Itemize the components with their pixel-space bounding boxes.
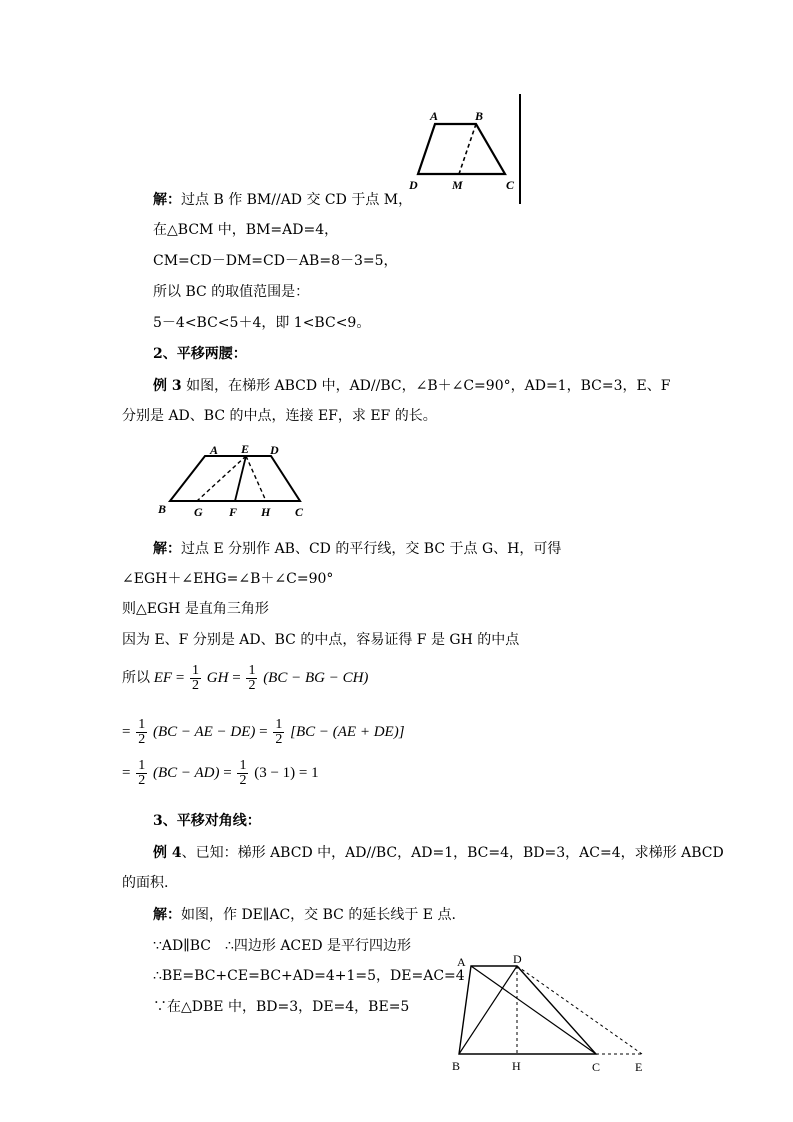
- solution-2-line-2: ∠EGH＋∠EHG=∠B＋∠C=90°: [122, 571, 334, 587]
- label-b: B: [452, 1059, 461, 1073]
- denominator: 2: [239, 773, 247, 788]
- solution-4-line-3: ∴BE=BC+CE=BC+AD=4+1=5，DE=AC=4: [153, 968, 465, 984]
- example-4-line-1: [153, 844, 724, 862]
- numerator: 1: [275, 717, 283, 732]
- solution-4-line-2: ∵AD∥BC ∴四边形 ACED 是平行四边形: [153, 938, 412, 954]
- example-text: 、已知：梯形 ABCD 中，AD//BC，AD=1，BC=4，BD=3，AC=4，求梯形 ABCD: [181, 845, 724, 861]
- solution-4-line-4: ∵在△DBE 中，BD=3，DE=4，BE=5: [153, 999, 410, 1015]
- example-text: 如图，在梯形 ABCD 中，AD//BC，∠B＋∠C=90°，AD=1，BC=3，E、F: [186, 378, 671, 394]
- equation-term: [BC − (AE + DE)]: [290, 723, 405, 740]
- solution-label: 解：: [153, 907, 181, 923]
- equals-sign: =: [175, 669, 185, 686]
- fraction-one-half: [273, 718, 284, 747]
- label-d: D: [513, 952, 522, 966]
- fraction-one-half: [246, 664, 257, 693]
- segment-bm: [459, 124, 476, 174]
- segment-de: [517, 966, 642, 1054]
- solution-text: 如图，作 DE∥AC，交 BC 的延长线于 E 点.: [181, 907, 456, 923]
- diagonal-ac: [471, 966, 596, 1054]
- solution-2-line-3: 则△EGH 是直角三角形: [122, 601, 269, 617]
- label-c: C: [295, 505, 304, 519]
- label-a: A: [430, 109, 439, 123]
- equation-prefix: 所以: [122, 669, 150, 686]
- solution-4-line-1: [153, 906, 456, 924]
- trapezoid-abcd: [459, 966, 596, 1054]
- solution-label: 解：: [153, 192, 181, 208]
- label-e: E: [241, 442, 250, 456]
- trapezoid-abcd: [170, 456, 300, 501]
- section-3-heading: 3、平移对角线：: [153, 813, 261, 829]
- equation-line-2: [122, 718, 405, 747]
- equals-sign: =: [259, 723, 268, 740]
- section-2-heading: 2、平移两腰：: [153, 346, 247, 362]
- equation-term: GH: [206, 669, 229, 686]
- equation-term: (BC − AE − DE): [152, 723, 256, 740]
- figure-trapezoid-bm: [400, 92, 530, 207]
- equation-line-3: [122, 759, 319, 788]
- example-3-line-1: [153, 377, 670, 395]
- label-g: G: [194, 505, 203, 519]
- diagonal-bd: [459, 966, 517, 1054]
- denominator: 2: [248, 678, 256, 693]
- solution-text: 过点 E 分别作 AB、CD 的平行线，交 BC 于点 G、H，可得: [181, 541, 562, 557]
- solution-1-line-1: [153, 191, 412, 209]
- solution-label: 解：: [153, 541, 181, 557]
- equation-term: (BC − AD): [152, 764, 220, 781]
- label-m: M: [452, 178, 463, 192]
- equation-result: 1: [311, 764, 319, 781]
- label-d: D: [409, 178, 418, 192]
- example-4-line-2: 的面积.: [122, 875, 169, 891]
- numerator: 1: [138, 758, 146, 773]
- equation-term: (BC − BG − CH): [263, 669, 369, 686]
- equals-sign: =: [122, 764, 131, 781]
- label-b: B: [475, 109, 484, 123]
- fraction-one-half: [190, 664, 201, 693]
- equals-sign: =: [232, 669, 241, 686]
- equation-term: EF: [153, 669, 173, 686]
- label-c: C: [506, 178, 515, 192]
- equals-sign: =: [223, 764, 232, 781]
- label-d: D: [270, 443, 279, 457]
- solution-2-line-1: [153, 540, 561, 558]
- numerator: 1: [138, 717, 146, 732]
- segment-ef: [235, 456, 246, 501]
- fraction-one-half: [136, 718, 147, 747]
- fraction-one-half: [237, 759, 248, 788]
- segment-eg: [197, 456, 246, 501]
- label-f: F: [229, 505, 238, 519]
- label-e: E: [635, 1060, 643, 1074]
- solution-1-line-4: 所以 BC 的取值范围是：: [153, 284, 310, 300]
- denominator: 2: [192, 678, 200, 693]
- denominator: 2: [275, 732, 283, 747]
- example-label: 例 3: [153, 378, 182, 394]
- numerator: 1: [192, 663, 200, 678]
- solution-text: 过点 B 作 BM//AD 交 CD 于点 M，: [181, 192, 413, 208]
- label-h: H: [512, 1059, 521, 1073]
- equation-term: (3 − 1): [254, 764, 296, 781]
- label-b: B: [158, 502, 167, 516]
- solution-2-line-4: 因为 E、F 分别是 AD、BC 的中点，容易证得 F 是 GH 的中点: [122, 632, 520, 648]
- example-3-line-2: 分别是 AD、BC 的中点，连接 EF，求 EF 的长。: [122, 408, 437, 424]
- equals-sign: =: [298, 764, 308, 781]
- label-c: C: [592, 1060, 601, 1074]
- fraction-one-half: [136, 759, 147, 788]
- solution-1-line-3: CM=CD－DM=CD－AB=8－3=5，: [153, 253, 398, 269]
- solution-1-line-5: 5－4<BC<5＋4，即 1<BC<9。: [153, 315, 371, 331]
- figure-trapezoid-efgh: [150, 440, 315, 520]
- equals-sign: =: [122, 723, 131, 740]
- label-a: A: [457, 955, 466, 969]
- numerator: 1: [239, 758, 247, 773]
- numerator: 1: [248, 663, 256, 678]
- denominator: 2: [138, 732, 146, 747]
- equation-line-1: [122, 664, 368, 693]
- solution-1-line-2: 在△BCM 中，BM=AD=4，: [153, 222, 339, 238]
- denominator: 2: [138, 773, 146, 788]
- label-a: A: [210, 443, 219, 457]
- label-h: H: [261, 505, 271, 519]
- figure-trapezoid-diagonals: [445, 950, 660, 1075]
- example-label: 例 4: [153, 845, 182, 861]
- segment-eh: [246, 456, 266, 501]
